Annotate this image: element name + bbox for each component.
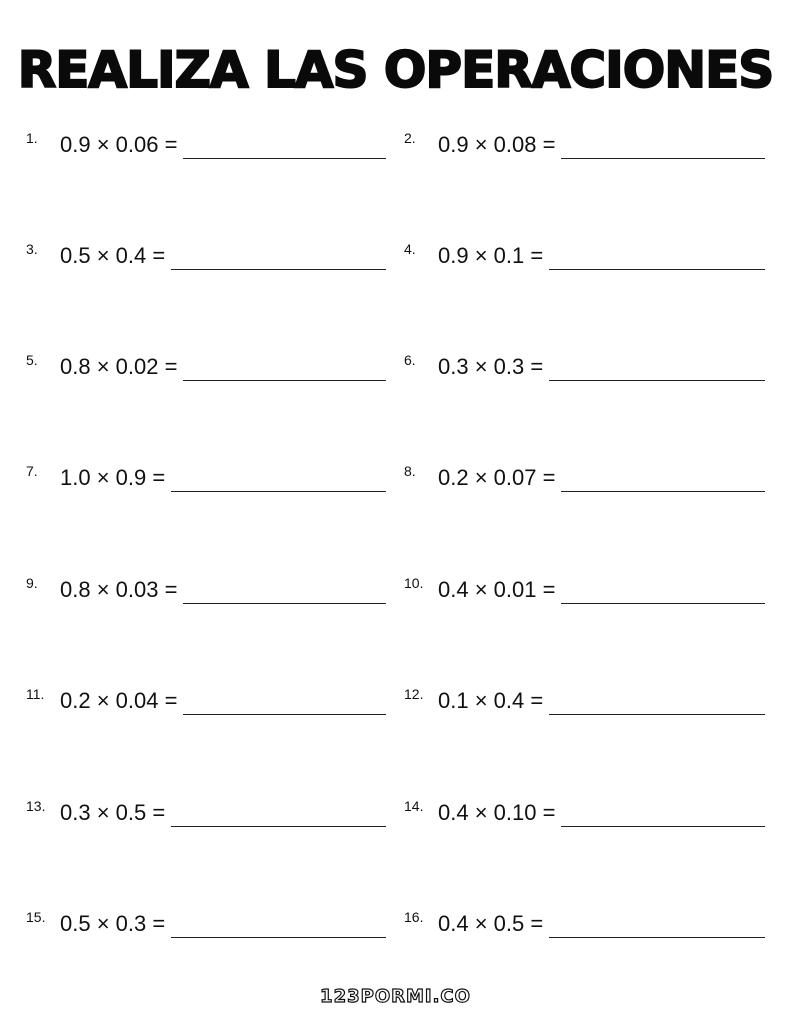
- problem-expression: 0.3 × 0.3 =: [438, 354, 544, 379]
- problem-item: [404, 901, 765, 941]
- answer-line[interactable]: [549, 268, 765, 270]
- problem-item: [26, 678, 386, 718]
- answer-line[interactable]: [171, 936, 386, 938]
- problem-expression: 0.8 × 0.03 =: [60, 577, 178, 602]
- answer-line[interactable]: [171, 268, 386, 270]
- problem-expression: 0.9 × 0.1 =: [438, 243, 544, 268]
- answer-line[interactable]: [549, 713, 765, 715]
- answer-line[interactable]: [183, 157, 386, 159]
- problem-number: 11.: [26, 686, 45, 702]
- problem-number: 7.: [26, 463, 38, 479]
- problem-number: 4.: [404, 241, 416, 257]
- problem-number: 16.: [404, 909, 424, 925]
- answer-line[interactable]: [171, 825, 386, 827]
- problem-expression: 1.0 × 0.9 =: [60, 465, 166, 490]
- answer-line[interactable]: [183, 379, 386, 381]
- answer-line[interactable]: [561, 825, 765, 827]
- problem-item: [26, 344, 386, 384]
- problem-item: [26, 233, 386, 273]
- problem-expression: 0.9 × 0.08 =: [438, 132, 556, 157]
- page-title: REALIZA LAS OPERACIONES: [17, 41, 774, 99]
- answer-line[interactable]: [183, 713, 386, 715]
- problem-number: 12.: [404, 686, 424, 702]
- problem-item: [26, 122, 386, 162]
- problem-number: 15.: [26, 909, 46, 925]
- problem-expression: 0.8 × 0.02 =: [60, 354, 178, 379]
- problem-expression: 0.4 × 0.01 =: [438, 577, 556, 602]
- answer-line[interactable]: [183, 602, 386, 604]
- problem-item: [404, 790, 765, 830]
- answer-line[interactable]: [549, 936, 765, 938]
- problem-expression: 0.5 × 0.3 =: [60, 911, 166, 936]
- problem-expression: 0.1 × 0.4 =: [438, 688, 544, 713]
- problem-expression: 0.4 × 0.5 =: [438, 911, 544, 936]
- problem-expression: 0.9 × 0.06 =: [60, 132, 178, 157]
- answer-line[interactable]: [549, 379, 765, 381]
- problem-item: [404, 678, 765, 718]
- problem-item: [404, 122, 765, 162]
- problem-number: 10.: [404, 575, 424, 591]
- problem-number: 8.: [404, 463, 416, 479]
- problem-item: [404, 344, 765, 384]
- problem-item: [404, 455, 765, 495]
- site-footer: 123PORMI.CO: [320, 986, 471, 1007]
- problem-number: 9.: [26, 575, 38, 591]
- problem-number: 14.: [404, 798, 424, 814]
- problem-item: [404, 233, 765, 273]
- problem-expression: 0.3 × 0.5 =: [60, 800, 166, 825]
- problem-item: [26, 790, 386, 830]
- problem-item: [26, 455, 386, 495]
- problem-number: 2.: [404, 130, 416, 146]
- problem-number: 6.: [404, 352, 416, 368]
- problem-expression: 0.5 × 0.4 =: [60, 243, 166, 268]
- problem-item: [26, 567, 386, 607]
- problem-expression: 0.4 × 0.10 =: [438, 800, 556, 825]
- answer-line[interactable]: [171, 490, 386, 492]
- problem-item: [26, 901, 386, 941]
- problem-item: [404, 567, 765, 607]
- problem-expression: 0.2 × 0.07 =: [438, 465, 556, 490]
- problem-number: 5.: [26, 352, 38, 368]
- problem-number: 13.: [26, 798, 46, 814]
- answer-line[interactable]: [561, 157, 765, 159]
- problem-expression: 0.2 × 0.04 =: [60, 688, 178, 713]
- problem-number: 1.: [26, 130, 38, 146]
- answer-line[interactable]: [561, 490, 765, 492]
- answer-line[interactable]: [561, 602, 765, 604]
- problem-number: 3.: [26, 241, 38, 257]
